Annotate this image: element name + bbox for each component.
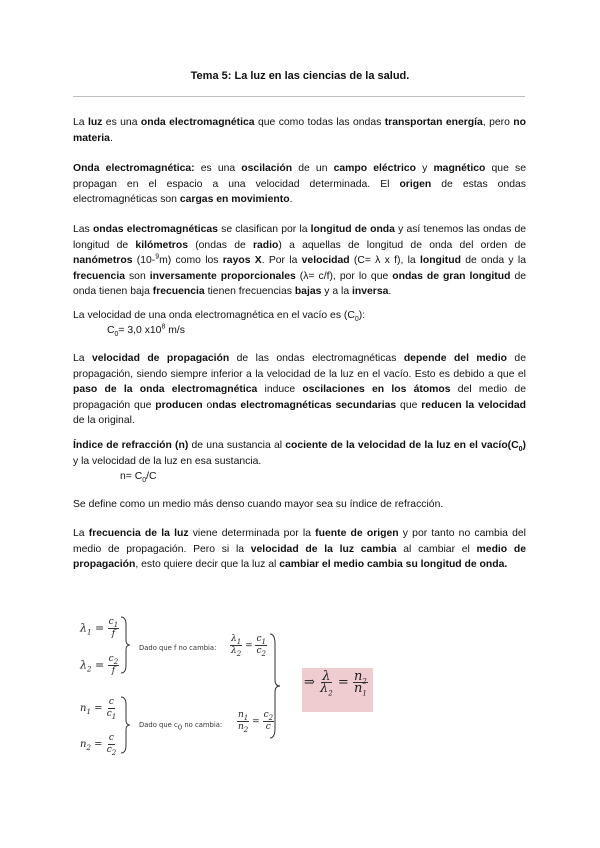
p3-run: ondas electromagnéticas — [92, 224, 218, 235]
p8-run: La — [73, 528, 89, 539]
p6b-run: 0 — [142, 477, 147, 485]
p1-run: , pero — [482, 117, 514, 128]
p6b-run: n= C — [120, 471, 143, 482]
p4b-run: m/s — [165, 325, 185, 336]
p2-run: que se propagan en el espacio a una velocidad determinada. El — [73, 163, 526, 190]
p5-run: oscilaciones en los átomos — [302, 384, 451, 396]
p3-run: (C= λ x f), la — [349, 255, 420, 267]
p7-run: Se define como un medio más denso cuando mayor sea su índice de refracción. — [73, 499, 444, 510]
formula-lambda2: $\lambda_2$ = $\frac{c_2}{f}$ — [80, 654, 119, 676]
p3-run: se clasifican por la — [217, 224, 311, 235]
p3-run: frecuencia — [152, 286, 205, 298]
paragraph-intro — [73, 115, 526, 146]
p3-run: y a la — [321, 286, 353, 298]
note-frequency-constant: Dado que f no cambia: — [139, 644, 217, 652]
p6-run: ) — [522, 440, 526, 451]
p3-run: frecuencia — [73, 270, 125, 282]
p3-run: de onda y la — [460, 255, 526, 267]
p8-run: y por tanto no cambia del medio de propagación. Pero si la — [73, 528, 526, 555]
p2-run: de un — [292, 163, 334, 174]
p8-run: velocidad de la luz cambia — [250, 543, 397, 555]
p2-run: cargas en movimiento — [179, 194, 290, 206]
p3-run: ) a aquellas de longitud de onda del orden de — [278, 239, 526, 251]
document-title: Tema 5: La luz en las ciencias de la salud. — [190, 70, 410, 82]
p3-run: radio — [252, 239, 279, 251]
p1-run: La — [73, 117, 88, 128]
p3-run: ondas de gran longitud — [392, 270, 511, 282]
paragraph-frequency — [73, 526, 526, 573]
p2-run: oscilación — [241, 163, 293, 174]
formula-n2: $n_2$ = $\frac{c}{c_2}$ — [80, 733, 117, 757]
p8-run: , esto quiere decir que la luz al — [135, 559, 280, 571]
p5-run: producen — [155, 399, 203, 411]
p6-run: de una sustancia al — [188, 440, 286, 451]
paragraph-refraction-index — [73, 438, 526, 469]
p3-run: longitud — [419, 255, 461, 267]
formula-wavelength-ratio: $\frac{\lambda_1}{\lambda_2}$ = $\frac{c_1}{c_2}$ — [231, 634, 266, 658]
formula-c0 — [73, 323, 560, 339]
p5-run: de las ondas electromagnéticas — [229, 353, 404, 364]
p8-run: medio de propagación — [73, 543, 526, 571]
p3-run: 9 — [155, 253, 160, 261]
paragraph-vacuum-speed — [73, 308, 526, 324]
formula-index-ratio: $\frac{n_1}{n_2}$ = $\frac{c_2}{c}$ — [238, 710, 274, 734]
p3-run: y así tenemos las ondas de longitud de — [73, 224, 527, 251]
p4-run: La velocidad de una onda electromagnética en el vacío es (C — [73, 310, 355, 321]
p2-run: . — [289, 194, 293, 206]
p3-run: velocidad — [301, 255, 350, 267]
p4b-run: = 3,0 x10 — [118, 325, 162, 336]
p3-run: . — [388, 286, 392, 298]
p4b-run: C — [107, 325, 115, 336]
p3-run: longitud de onda — [310, 224, 395, 235]
p8-run: cambiar el medio cambia su longitud de onda. — [279, 559, 508, 571]
p5-run: reducen la velocidad — [421, 399, 527, 411]
p1-run: . — [109, 132, 113, 144]
brace-lower — [118, 695, 132, 755]
p8-run: viene determinada por la — [188, 528, 316, 539]
p4b-run: 0 — [114, 331, 119, 339]
p5-run: de propagación, siendo siempre inferior a la velocidad de la luz en el vacío. Esto es debido a que el — [73, 353, 526, 380]
paragraph-propagation — [73, 351, 526, 429]
p3-run: son — [124, 270, 150, 282]
title-divider — [73, 96, 525, 97]
formula-lambda1: $\lambda_1$ = $\frac{c_1}{f}$ — [80, 617, 119, 639]
p5-run: o — [202, 399, 213, 411]
p8-run: fuente de origen — [315, 528, 399, 539]
p4-run: ): — [358, 310, 366, 321]
p5-run: depende del medio — [403, 353, 507, 364]
p3-run: inversa — [352, 286, 389, 298]
p3-run: (10- — [132, 255, 156, 267]
p3-run: bajas — [294, 286, 322, 298]
p1-run: es una — [102, 117, 141, 128]
p1-run: no materia — [73, 117, 526, 144]
p6b-run: /C — [146, 471, 157, 482]
p5-run: que — [396, 399, 422, 411]
p3-run: (λ= c/f), por lo que — [295, 270, 393, 282]
formula-refraction-index — [73, 469, 573, 485]
p3-run: (ondas de — [187, 239, 253, 251]
p3-run: rayos X — [222, 255, 262, 267]
p3-run: tienen frecuencias — [204, 286, 295, 298]
p2-run: origen — [399, 178, 432, 190]
p8-run: frecuencia de la luz — [88, 528, 189, 539]
p5-run: de la original. — [73, 415, 135, 427]
p1-run: que como todas las ondas — [254, 117, 385, 128]
p6-run: 0 — [518, 446, 523, 454]
note-c0-constant: Dado que $c_0$ no cambia: — [139, 721, 223, 732]
paragraph-denser-medium — [73, 497, 526, 513]
p2-run: de estas ondas electromagnéticas son — [73, 178, 526, 206]
brace-upper — [118, 615, 132, 675]
p4-run: 0 — [354, 316, 359, 324]
p4b-run: 8 — [161, 323, 166, 331]
p3-run: nanómetros — [73, 255, 133, 267]
p2-run: Onda electromagnética: — [73, 163, 195, 174]
p3-run: . Por la — [261, 255, 302, 267]
paragraph-classification — [73, 222, 526, 300]
p5-run: ndas electromagnéticas secundarias — [212, 399, 397, 411]
p3-run: m) como los — [159, 255, 223, 267]
p8-run: al cambiar el — [396, 543, 477, 555]
p2-run: es una — [194, 163, 242, 174]
p6-run: y la velocidad de la luz en esa sustancia. — [73, 455, 262, 467]
p3-run: de onda tienen baja — [73, 270, 527, 298]
formula-result: ⇒ $\frac{\lambda}{\lambda_2}$ = $\frac{n_2}{n_1}$ — [304, 669, 367, 698]
p6-run: Índice de refracción (n) — [73, 440, 189, 451]
p5-run: del medio de propagación que — [73, 384, 526, 411]
p5-run: La — [73, 353, 92, 364]
p6-run: cociente de la velocidad de la luz en el vacío(C — [285, 440, 519, 451]
paragraph-onda-definition — [73, 161, 526, 208]
p5-run: velocidad de propagación — [91, 353, 230, 364]
p2-run: y — [415, 163, 434, 174]
p3-run: inversamente proporcionales — [149, 270, 296, 282]
p2-run: magnético — [433, 163, 486, 174]
p1-run: luz — [87, 117, 103, 128]
p3-run: kilómetros — [135, 239, 188, 251]
formula-n1: $n_1$ = $\frac{c}{c_1}$ — [80, 697, 117, 721]
p1-run: onda electromagnética — [140, 117, 255, 128]
p5-run: paso de la onda electromagnética — [73, 384, 258, 396]
brace-right — [268, 632, 282, 740]
p3-run: Las — [73, 224, 93, 235]
p1-run: transportan energía — [384, 117, 483, 128]
p2-run: campo eléctrico — [333, 163, 416, 174]
p5-run: induce — [257, 384, 303, 396]
